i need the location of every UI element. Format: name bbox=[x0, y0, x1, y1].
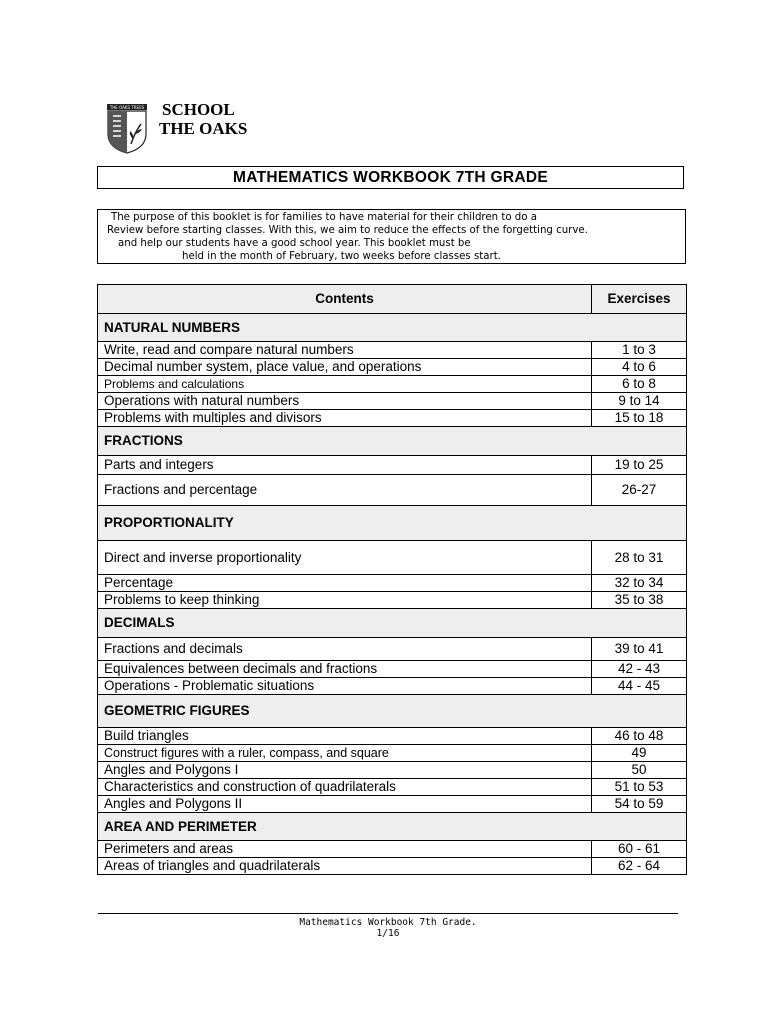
table-row bbox=[98, 359, 687, 376]
row-topic: Construct figures with a ruler, compass, and square bbox=[98, 745, 592, 762]
section-row bbox=[98, 314, 687, 342]
row-topic: Operations with natural numbers bbox=[98, 393, 592, 410]
row-exercises: 6 to 8 bbox=[592, 376, 687, 393]
table-row bbox=[98, 678, 687, 695]
row-topic: Operations - Problematic situations bbox=[98, 678, 592, 695]
row-topic: Decimal number system, place value, and operations bbox=[98, 359, 592, 376]
table-header-row bbox=[98, 285, 687, 314]
table-row bbox=[98, 393, 687, 410]
row-exercises: 26-27 bbox=[592, 475, 687, 506]
table-row bbox=[98, 762, 687, 779]
page-number: 1/16 bbox=[376, 928, 400, 939]
row-topic: Direct and inverse proportionality bbox=[98, 541, 592, 575]
table-row bbox=[98, 342, 687, 359]
footer-title: Mathematics Workbook 7th Grade. bbox=[299, 917, 477, 928]
table-row bbox=[98, 745, 687, 762]
row-topic: Characteristics and construction of quadrilaterals bbox=[98, 779, 592, 796]
table-row bbox=[98, 779, 687, 796]
table-row bbox=[98, 541, 687, 575]
table-row bbox=[98, 475, 687, 506]
table-row bbox=[98, 456, 687, 475]
section-fractions: FRACTIONS bbox=[98, 427, 687, 456]
row-topic: Write, read and compare natural numbers bbox=[98, 342, 592, 359]
row-topic: Angles and Polygons I bbox=[98, 762, 592, 779]
intro-line: and help our students have a good school year. This booklet must be bbox=[118, 238, 471, 249]
row-exercises: 4 to 6 bbox=[592, 359, 687, 376]
row-exercises: 39 to 41 bbox=[592, 638, 687, 661]
row-topic: Problems with multiples and divisors bbox=[98, 410, 592, 427]
table-row bbox=[98, 858, 687, 875]
row-exercises: 1 to 3 bbox=[592, 342, 687, 359]
row-exercises: 9 to 14 bbox=[592, 393, 687, 410]
table-row bbox=[98, 410, 687, 427]
row-topic: Equivalences between decimals and fractions bbox=[98, 661, 592, 678]
row-exercises: 51 to 53 bbox=[592, 779, 687, 796]
row-topic: Angles and Polygons II bbox=[98, 796, 592, 813]
header-contents: Contents bbox=[98, 285, 592, 314]
page-footer bbox=[98, 917, 678, 939]
row-exercises: 62 - 64 bbox=[592, 858, 687, 875]
table-row bbox=[98, 796, 687, 813]
section-row bbox=[98, 695, 687, 728]
row-exercises: 35 to 38 bbox=[592, 592, 687, 609]
school-name-line1: SCHOOL bbox=[162, 100, 235, 119]
table-row bbox=[98, 575, 687, 592]
section-row bbox=[98, 609, 687, 638]
row-exercises: 28 to 31 bbox=[592, 541, 687, 575]
row-exercises: 44 - 45 bbox=[592, 678, 687, 695]
row-exercises: 54 to 59 bbox=[592, 796, 687, 813]
row-topic: Problems to keep thinking bbox=[98, 592, 592, 609]
row-exercises: 32 to 34 bbox=[592, 575, 687, 592]
svg-text:THE OAKS TREES: THE OAKS TREES bbox=[109, 104, 145, 110]
section-row bbox=[98, 427, 687, 456]
row-exercises: 50 bbox=[592, 762, 687, 779]
table-row bbox=[98, 592, 687, 609]
section-decimals: DECIMALS bbox=[98, 609, 687, 638]
intro-paragraph bbox=[97, 209, 686, 264]
row-topic: Parts and integers bbox=[98, 456, 592, 475]
intro-line: The purpose of this booklet is for families to have material for their children to do a bbox=[111, 212, 537, 223]
row-exercises: 42 - 43 bbox=[592, 661, 687, 678]
row-exercises: 49 bbox=[592, 745, 687, 762]
row-topic: Problems and calculations bbox=[98, 376, 592, 393]
table-row bbox=[98, 661, 687, 678]
row-topic: Fractions and percentage bbox=[98, 475, 592, 506]
table-row bbox=[98, 638, 687, 661]
row-exercises: 19 to 25 bbox=[592, 456, 687, 475]
section-geometric-figures: GEOMETRIC FIGURES bbox=[98, 695, 687, 728]
table-row bbox=[98, 841, 687, 858]
school-logo bbox=[107, 104, 147, 154]
document-title: MATHEMATICS WORKBOOK 7TH GRADE bbox=[97, 166, 684, 189]
row-exercises: 60 - 61 bbox=[592, 841, 687, 858]
row-topic: Build triangles bbox=[98, 728, 592, 745]
section-natural-numbers: NATURAL NUMBERS bbox=[98, 314, 687, 342]
school-name-line2: THE OAKS bbox=[159, 119, 248, 138]
section-proportionality: PROPORTIONALITY bbox=[98, 506, 687, 541]
table-row bbox=[98, 728, 687, 745]
intro-line: Review before starting classes. With this, we aim to reduce the effects of the forgetting curve. bbox=[107, 225, 588, 236]
section-row bbox=[98, 813, 687, 841]
row-topic: Perimeters and areas bbox=[98, 841, 592, 858]
table-row bbox=[98, 376, 687, 393]
intro-line: held in the month of February, two weeks before classes start. bbox=[182, 251, 501, 262]
school-name bbox=[159, 100, 247, 138]
header-exercises: Exercises bbox=[592, 285, 687, 314]
section-row bbox=[98, 506, 687, 541]
section-area-perimeter: AREA AND PERIMETER bbox=[98, 813, 687, 841]
row-topic: Fractions and decimals bbox=[98, 638, 592, 661]
row-topic: Areas of triangles and quadrilaterals bbox=[98, 858, 592, 875]
row-exercises: 15 to 18 bbox=[592, 410, 687, 427]
footer-divider bbox=[98, 913, 678, 914]
row-topic: Percentage bbox=[98, 575, 592, 592]
row-exercises: 46 to 48 bbox=[592, 728, 687, 745]
contents-table bbox=[97, 284, 687, 875]
